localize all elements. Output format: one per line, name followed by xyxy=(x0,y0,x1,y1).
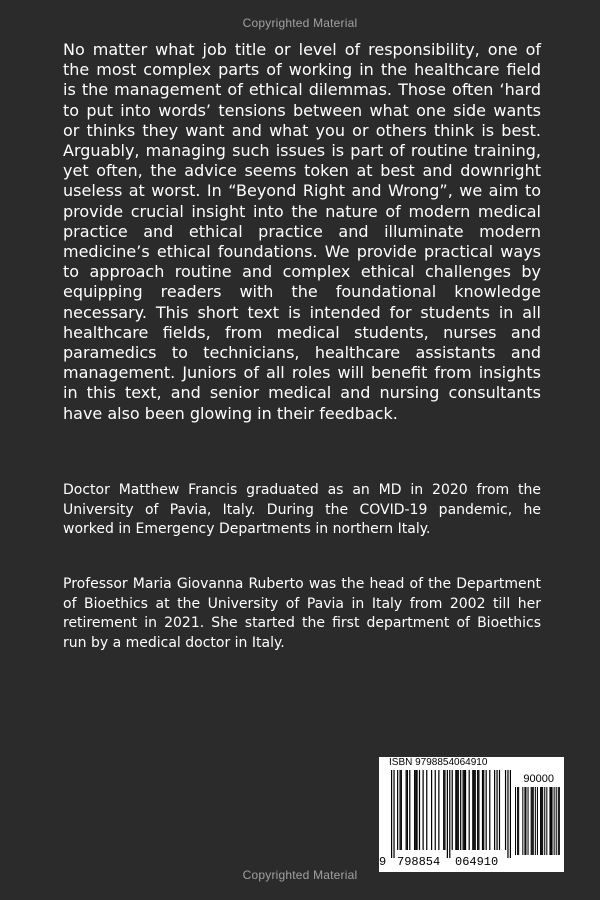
barcode-bar xyxy=(532,787,533,855)
copyright-watermark-bottom: Copyrighted Material xyxy=(242,868,358,882)
barcode-bar xyxy=(546,787,547,855)
barcode-bar xyxy=(407,770,408,850)
barcode-bar xyxy=(552,787,553,855)
barcode-bar xyxy=(447,770,448,858)
barcode-bar xyxy=(544,787,545,855)
barcode-bar xyxy=(449,770,450,858)
barcode-bar xyxy=(426,770,427,850)
barcode-bar xyxy=(397,770,398,850)
barcode-bar xyxy=(469,770,470,850)
barcode-bar xyxy=(460,770,461,850)
barcode-bar xyxy=(518,787,519,855)
copyright-watermark-top: Copyrighted Material xyxy=(242,16,358,30)
barcode-bar xyxy=(401,770,402,850)
barcode-bar xyxy=(499,770,500,850)
barcode-bar xyxy=(517,787,518,855)
barcode-bar xyxy=(409,770,410,850)
barcode-bar xyxy=(494,770,495,850)
barcode-bar xyxy=(486,770,487,850)
barcode-bar xyxy=(438,770,439,850)
barcode-bar xyxy=(456,770,457,850)
barcode-bar xyxy=(524,787,525,855)
barcode-bar xyxy=(535,787,536,855)
barcode-bar xyxy=(455,770,456,850)
barcode-bar xyxy=(554,787,555,855)
barcode-bar xyxy=(406,770,407,850)
barcode-bar xyxy=(478,770,479,850)
barcode-bar xyxy=(435,770,436,850)
isbn-barcode xyxy=(379,757,564,872)
barcode-bar xyxy=(472,770,473,850)
barcode-bar xyxy=(483,770,484,850)
barcode-bar xyxy=(391,770,392,858)
barcode-bar xyxy=(515,787,516,855)
barcode-bar xyxy=(482,770,483,850)
isbn-label: ISBN 9798854064910 xyxy=(389,757,488,768)
barcode-bar xyxy=(507,770,508,858)
barcode-bar xyxy=(489,770,490,850)
barcode-bar xyxy=(444,770,445,850)
barcode-bar xyxy=(423,770,424,850)
barcode-bar xyxy=(537,787,538,855)
barcode-bar xyxy=(458,770,459,850)
barcode-bar xyxy=(415,770,416,850)
barcode-bar xyxy=(522,787,523,855)
barcode-bar xyxy=(505,770,506,850)
barcode-bar xyxy=(540,787,541,855)
barcode-bar xyxy=(550,787,551,855)
barcode-bar xyxy=(549,787,550,855)
barcode-bar xyxy=(556,787,557,855)
barcode-bar xyxy=(416,770,417,850)
author-bio-matthew-francis: Doctor Matthew Francis graduated as an MD in 2020 from the University of Pavia, Italy. During the COVID-19 pandemic, he worked in Emergency Departments in northern Italy. xyxy=(63,482,541,537)
barcode-bar xyxy=(431,770,432,850)
barcode-bar xyxy=(531,787,532,855)
barcode-bar xyxy=(443,770,444,850)
barcode-bar xyxy=(510,770,511,858)
barcode-bar xyxy=(465,770,466,850)
addon-barcode-bars xyxy=(515,787,563,855)
barcode-bar xyxy=(541,787,542,855)
barcode-bar xyxy=(559,787,560,855)
barcode-bar xyxy=(464,770,465,850)
barcode-bar xyxy=(525,787,526,855)
barcode-bar xyxy=(414,770,415,850)
price-code: 90000 xyxy=(523,773,554,785)
barcode-bar xyxy=(475,770,476,850)
barcode-digits-left: 798854 xyxy=(397,855,441,869)
back-cover-blurb: No matter what job title or level of responsibility, one of the most complex parts of working in the healthcare field is the management of ethical dilemmas. Those often ‘hard to put into words’ tensions between what one side wants or thinks they want and what you or others think is best. Arguably, managing such issues is part of routine training, yet often, the advice seems token at best and downright useless at worst. In “Beyond Right and Wrong”, we aim to provide crucial insight into the nature of modern medical practice and ethical practice and illuminate modern medicine’s ethical foundations. We provide practical ways to approach routine and complex ethical challenges by equipping readers with the foundational knowledge necessary. This short text is intended for students in all healthcare fields, from medical students, nurses and paramedics to technicians, healthcare assistants and management. Juniors of all roles will benefit from insights in this text, and senior medical and nursing consultants have also been glowing in their feedback. xyxy=(63,40,541,423)
barcode-bar xyxy=(473,770,474,850)
barcode-bar xyxy=(452,770,453,850)
barcode-bar xyxy=(477,770,478,850)
author-bio-maria-ruberto: Professor Maria Giovanna Ruberto was the head of the Department of Bioethics at the University of Pavia in Italy from 2002 till her retirement in 2021. She started the first department of Bioethics run by a medical doctor in Italy. xyxy=(63,576,541,651)
barcode-bar xyxy=(558,787,559,855)
ean-barcode-bars xyxy=(391,770,511,858)
barcode-bar xyxy=(496,770,497,850)
barcode-bar xyxy=(399,770,400,850)
barcode-digits-right: 064910 xyxy=(455,855,499,869)
barcode-bar xyxy=(533,787,534,855)
barcode-bar xyxy=(463,770,464,850)
barcode-bar xyxy=(528,787,529,855)
barcode-bar xyxy=(419,770,420,850)
barcode-bar xyxy=(393,770,394,858)
barcode-digit-lead: 9 xyxy=(379,855,387,869)
barcode-bar xyxy=(542,787,543,855)
